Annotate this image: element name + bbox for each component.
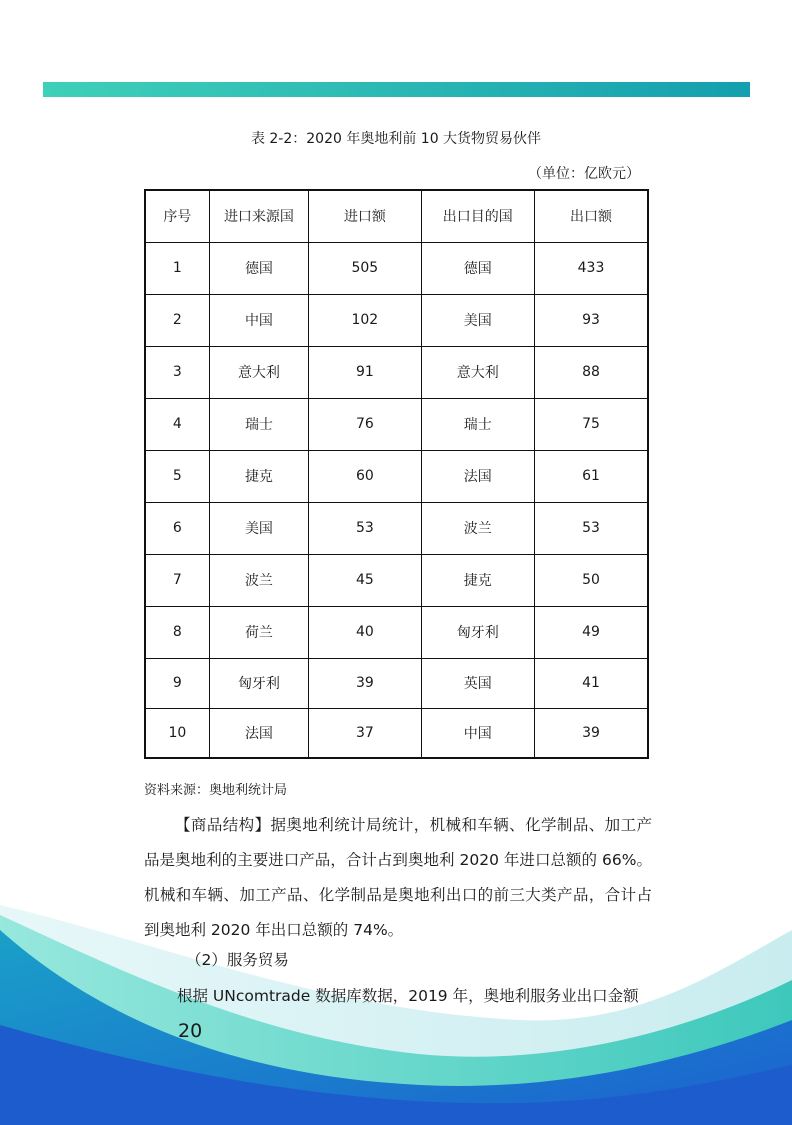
- rank-cell: 1: [145, 242, 209, 294]
- import-value-cell: 37: [309, 708, 421, 758]
- export-value-cell: 39: [535, 708, 648, 758]
- export-value-cell: 433: [535, 242, 648, 294]
- table-source-note: 资料来源：奥地利统计局: [144, 783, 288, 798]
- column-header: 进口来源国: [209, 190, 308, 242]
- import-country-cell: 捷克: [209, 450, 308, 502]
- import-country-cell: 荷兰: [209, 606, 308, 658]
- export-country-cell: 美国: [421, 294, 534, 346]
- import-value-cell: 505: [309, 242, 421, 294]
- table-row: [145, 294, 648, 346]
- import-country-cell: 中国: [209, 294, 308, 346]
- export-value-cell: 41: [535, 658, 648, 708]
- export-value-cell: 50: [535, 554, 648, 606]
- export-country-cell: 意大利: [421, 346, 534, 398]
- rank-cell: 10: [145, 708, 209, 758]
- import-value-cell: 102: [309, 294, 421, 346]
- export-value-cell: 49: [535, 606, 648, 658]
- table-header-row: [145, 190, 648, 242]
- table-unit-note: （单位：亿欧元）: [528, 166, 640, 182]
- table-title: 表 2-2：2020 年奥地利前 10 大货物贸易伙伴: [250, 131, 542, 147]
- export-value-cell: 88: [535, 346, 648, 398]
- table-row: [145, 658, 648, 708]
- export-country-cell: 德国: [421, 242, 534, 294]
- rank-cell: 3: [145, 346, 209, 398]
- export-value-cell: 93: [535, 294, 648, 346]
- import-country-cell: 意大利: [209, 346, 308, 398]
- import-value-cell: 53: [309, 502, 421, 554]
- import-country-cell: 匈牙利: [209, 658, 308, 708]
- import-value-cell: 45: [309, 554, 421, 606]
- rank-cell: 9: [145, 658, 209, 708]
- table-row: [145, 554, 648, 606]
- table-row: [145, 242, 648, 294]
- export-value-cell: 75: [535, 398, 648, 450]
- column-header: 序号: [145, 190, 209, 242]
- import-value-cell: 91: [309, 346, 421, 398]
- export-country-cell: 中国: [421, 708, 534, 758]
- export-value-cell: 61: [535, 450, 648, 502]
- column-header: 出口额: [535, 190, 648, 242]
- rank-cell: 8: [145, 606, 209, 658]
- table-row: [145, 346, 648, 398]
- export-country-cell: 法国: [421, 450, 534, 502]
- import-value-cell: 40: [309, 606, 421, 658]
- section-subheading: （2）服务贸易: [186, 951, 289, 969]
- export-value-cell: 53: [535, 502, 648, 554]
- table-row: [145, 502, 648, 554]
- rank-cell: 5: [145, 450, 209, 502]
- export-country-cell: 瑞士: [421, 398, 534, 450]
- export-country-cell: 波兰: [421, 502, 534, 554]
- import-country-cell: 美国: [209, 502, 308, 554]
- table-row: [145, 450, 648, 502]
- table-row: [145, 606, 648, 658]
- export-country-cell: 匈牙利: [421, 606, 534, 658]
- rank-cell: 2: [145, 294, 209, 346]
- import-country-cell: 法国: [209, 708, 308, 758]
- rank-cell: 6: [145, 502, 209, 554]
- table-row: [145, 708, 648, 758]
- export-country-cell: 捷克: [421, 554, 534, 606]
- header-accent-bar: [43, 82, 750, 97]
- column-header: 出口目的国: [421, 190, 534, 242]
- rank-cell: 7: [145, 554, 209, 606]
- paragraph-text: 根据 UNcomtrade 数据库数据，2019 年，奥地利服务业出口金额: [177, 987, 639, 1005]
- rank-cell: 4: [145, 398, 209, 450]
- import-country-cell: 德国: [209, 242, 308, 294]
- import-country-cell: 瑞士: [209, 398, 308, 450]
- import-value-cell: 39: [309, 658, 421, 708]
- table-row: [145, 398, 648, 450]
- page-number: 20: [178, 1020, 203, 1042]
- trade-partners-table: [144, 189, 649, 759]
- column-header: 进口额: [309, 190, 421, 242]
- import-value-cell: 60: [309, 450, 421, 502]
- import-value-cell: 76: [309, 398, 421, 450]
- import-country-cell: 波兰: [209, 554, 308, 606]
- export-country-cell: 英国: [421, 658, 534, 708]
- paragraph-text: 【商品结构】据奥地利统计局统计，机械和车辆、化学制品、加工产品是奥地利的主要进口产品，合计占到奥地利 2020 年进口总额的 66%。机械和车辆、加工产品、化学制品是奥地利出口的前三大类产品，合计占到奥地利 2020 年出口总额的 74%。: [144, 816, 652, 939]
